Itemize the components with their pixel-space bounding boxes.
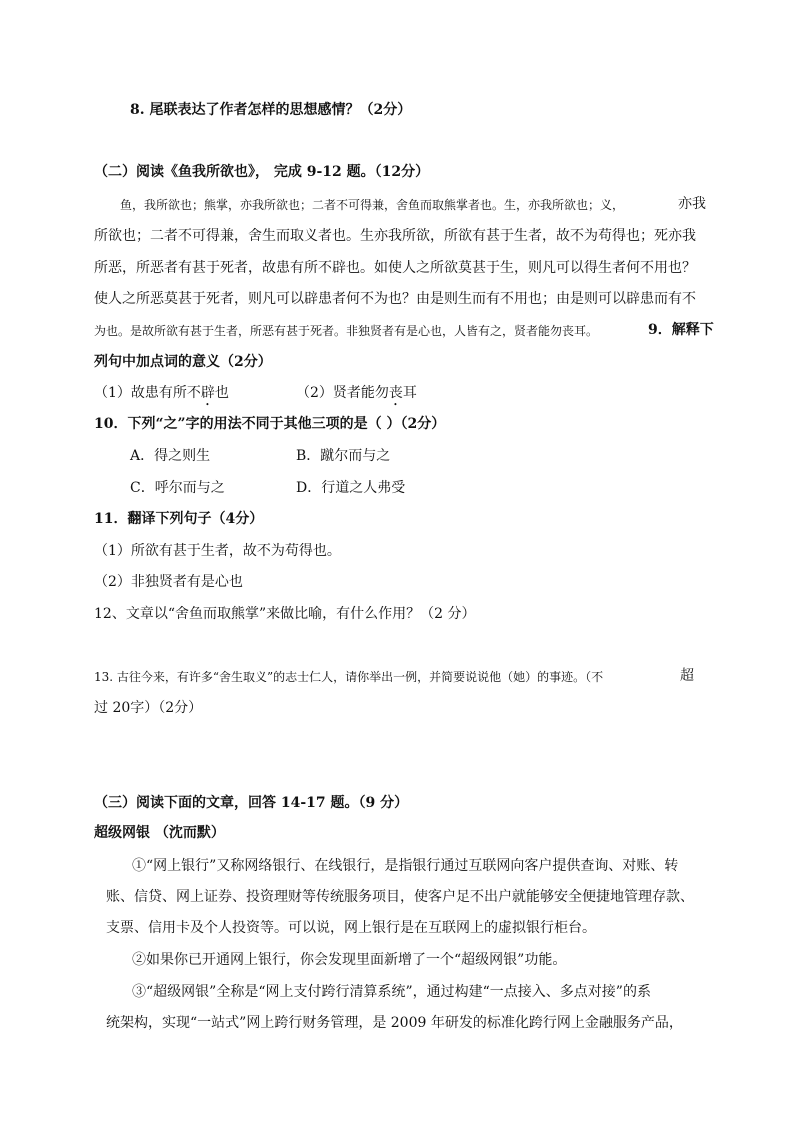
passage-line-5: 为也。是故所欲有甚于生者，所恶有甚于死者。非独贤者有是心也，人皆有之，贤者能勿丧耳。 <box>94 324 599 338</box>
question-9-head: 9．解释下 <box>648 322 714 338</box>
question-13-line-1a: 13. 古往今来，有许多“舍生取义”的志士仁人，请你举出一例，并简要说说他（她）的事迹。（不 <box>94 670 604 684</box>
item-2-end: 耳 <box>402 385 417 401</box>
question-10-stem: 10．下列“之”字的用法不同于其他三项的是（ ）（2分） <box>94 416 446 432</box>
section-2-title: （二）阅读《鱼我所欲也》， 完成 9-12 题。（12分） <box>94 164 430 180</box>
question-11-sentence-1: （1）所欲有甚于生者，故不为苟得也。 <box>94 543 341 559</box>
paragraph-1-line-2: 账、信贷、网上证券、投资理财等传统服务项目，使客户足不出户就能够安全便捷地管理存款、 <box>106 889 694 905</box>
option-d: D．行道之人弗受 <box>296 480 406 496</box>
dotted-word-1: 辟 <box>200 385 215 401</box>
option-c: C．呼尔而与之 <box>130 480 225 496</box>
question-9-item-1 <box>94 383 229 409</box>
option-a: A．得之则生 <box>130 448 211 464</box>
dotted-word-2: 丧 <box>388 385 403 401</box>
item-1-end: 也 <box>214 385 229 401</box>
question-13-line-1b: 超 <box>680 668 694 684</box>
question-8: 8. 尾联表达了作者怎样的思想感情？（2分） <box>130 102 412 118</box>
paragraph-1-line-3: 支票、信用卡及个人投资等。可以说，网上银行是在互联网上的虚拟银行柜台。 <box>106 920 596 936</box>
paragraph-2: ②如果你已开通网上银行，你会发现里面新增了一个“超级网银”功能。 <box>132 952 567 968</box>
passage-line-4: 使人之所恶莫甚于死者，则凡可以辟患者何不为也？由是则生而有不用也；由是则可以辟患而有不 <box>94 291 696 307</box>
item-1-text: （1）故患有所不 <box>94 385 201 401</box>
question-9-stem: 列句中加点词的意义（2分） <box>94 354 272 370</box>
article-title: 超级网银 （沈而默） <box>94 825 225 841</box>
option-b: B．蹴尔而与之 <box>296 448 391 464</box>
passage-line-2: 所欲也；二者不可得兼，舍生而取义者也。生亦我所欲，所欲有甚于生者，故不为苟得也；死亦我 <box>94 228 696 244</box>
question-11-sentence-2: （2）非独贤者有是心也 <box>94 574 243 590</box>
paragraph-3-line-1: ③“超级网银”全称是“网上支付跨行清算系统”，通过构建“一点接入、多点对接”的系 <box>132 984 651 1000</box>
section-3-title: （三）阅读下面的文章，回答 14-17 题。（9 分） <box>94 795 409 811</box>
question-13-line-2: 过 20字）（2分） <box>94 700 203 716</box>
question-11-stem: 11．翻译下列句子（4分） <box>94 511 264 527</box>
question-12: 12、文章以“舍鱼而取熊掌”来做比喻，有什么作用？（2 分） <box>94 606 476 622</box>
paragraph-1-line-1: ①“网上银行”又称网络银行、在线银行，是指银行通过互联网向客户提供查询、对账、转 <box>132 858 679 874</box>
question-9-item-2 <box>296 383 417 409</box>
paragraph-3-line-2: 统架构，实现“一站式”网上跨行财务管理，是 2009 年研发的标准化跨行网上金融服务产品， <box>106 1015 683 1031</box>
passage-line-1b: 亦我 <box>678 196 706 212</box>
item-2-text: （2）贤者能勿 <box>296 385 389 401</box>
passage-line-1a: 鱼，我所欲也；熊掌，亦我所欲也；二者不可得兼，舍鱼而取熊掌者也。生，亦我所欲也；义， <box>120 198 625 212</box>
passage-line-3: 所恶，所恶者有甚于死者，故患有所不辟也。如使人之所欲莫甚于生，则凡可以得生者何不用也？ <box>94 260 696 276</box>
